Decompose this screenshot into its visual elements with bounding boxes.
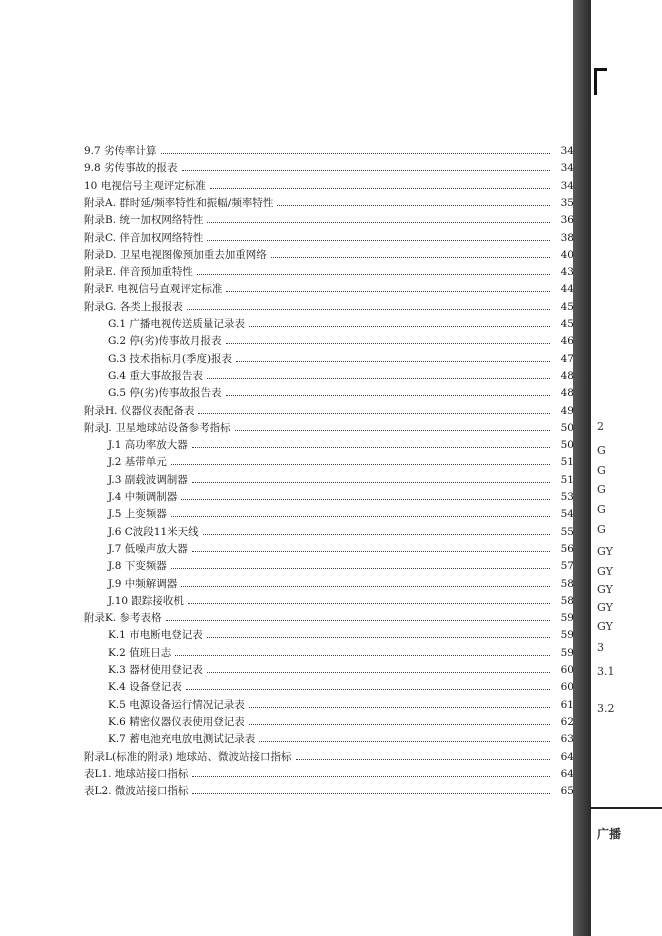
- toc-entry-title: J.8 下变频器: [108, 560, 167, 573]
- toc-entry-title: G.4 重大事故报告表: [108, 369, 203, 382]
- toc-entry-page: 65: [560, 785, 574, 798]
- toc-entry-title: J.1 高功率放大器: [108, 439, 188, 452]
- toc-entry-title: 表L2. 微波站接口指标: [84, 785, 189, 798]
- toc-entry-title: J.7 低噪声放大器: [108, 542, 188, 555]
- toc-entry[interactable]: [108, 712, 574, 729]
- toc-entry-title: 附录K. 参考表格: [84, 612, 162, 625]
- toc-entry-page: 61: [560, 698, 574, 711]
- toc-entry[interactable]: [84, 781, 574, 798]
- toc-entry-title: J.5 上变频器: [108, 508, 167, 521]
- leader-dots: [171, 463, 550, 465]
- leader-dots: [192, 550, 550, 552]
- toc-entry-title: K.3 器材使用登记表: [108, 664, 203, 676]
- toc-entry-page: 51: [560, 456, 574, 469]
- right-fragment: 3.2: [597, 702, 615, 715]
- toc-entry-title: 附录H. 仪器仪表配备表: [84, 404, 195, 417]
- toc-entry-title: K.4 设备登记表: [108, 681, 182, 694]
- right-fragment: GY: [597, 545, 613, 558]
- toc-entry-title: 附录A. 群时延/频率特性和振幅/频率特性: [84, 196, 274, 209]
- toc-entry-page: 56: [560, 542, 574, 555]
- leader-dots: [235, 429, 550, 431]
- toc-entry-page: 44: [560, 283, 574, 296]
- toc-entry[interactable]: [108, 591, 574, 608]
- leader-dots: [207, 239, 550, 241]
- leader-dots: [182, 169, 550, 171]
- leader-dots: [192, 775, 550, 777]
- toc-entry-title: 9.7 劣传率计算: [84, 145, 157, 157]
- toc-entry[interactable]: [108, 470, 574, 487]
- leader-dots: [277, 204, 550, 206]
- leader-dots: [249, 325, 550, 327]
- leader-dots: [207, 377, 550, 379]
- right-fragment: GY: [597, 565, 613, 578]
- toc-entry-title: 附录D. 卫星电视图像预加重去加重网络: [84, 248, 267, 261]
- toc-entry-page: 38: [560, 231, 574, 244]
- toc-entry-title: G.1 广播电视传送质量记录表: [108, 318, 245, 330]
- leader-dots: [181, 585, 550, 587]
- right-fragment: 3: [597, 641, 604, 654]
- toc-entry-title: 9.8 劣传事故的报表: [84, 162, 178, 175]
- leader-dots: [249, 706, 550, 708]
- leader-dots: [186, 688, 550, 690]
- toc-entry-page: 51: [560, 473, 574, 486]
- toc-entry-page: 47: [560, 352, 574, 365]
- right-fragment: G: [597, 444, 606, 457]
- toc-entry-title: G.2 停(劣)传事故月报表: [108, 335, 222, 348]
- toc-entry[interactable]: [108, 349, 574, 366]
- leader-dots: [259, 740, 550, 742]
- toc-entry[interactable]: [108, 677, 574, 694]
- right-fragment: 3.1: [597, 665, 615, 678]
- toc-entry[interactable]: [108, 452, 574, 469]
- leader-dots: [192, 481, 550, 483]
- toc-entry[interactable]: [84, 176, 574, 193]
- toc-entry-page: 46: [560, 335, 574, 348]
- toc-entry[interactable]: [108, 522, 574, 539]
- toc-entry-title: K.5 电源设备运行情况记录表: [108, 698, 245, 711]
- toc-entry-title: J.6 C波段11米天线: [108, 525, 199, 538]
- toc-entry-page: 50: [560, 421, 574, 434]
- toc-entry-page: 60: [560, 664, 574, 676]
- right-fragment: GY: [597, 601, 613, 614]
- toc-entry[interactable]: [108, 643, 574, 660]
- leader-dots: [226, 394, 550, 396]
- leader-dots: [171, 515, 550, 517]
- toc-entry[interactable]: [84, 747, 574, 764]
- toc-entry-title: 附录J. 卫星地球站设备参考指标: [84, 421, 231, 434]
- right-fragment: G: [597, 464, 606, 477]
- leader-dots: [171, 567, 550, 569]
- toc-entry[interactable]: [84, 608, 574, 625]
- right-fragment: G: [597, 483, 606, 496]
- toc-entry-page: 34: [560, 179, 574, 192]
- toc-entry[interactable]: [108, 539, 574, 556]
- toc-entry-page: 45: [560, 300, 574, 313]
- toc-entry[interactable]: [108, 625, 574, 642]
- leader-dots: [175, 654, 550, 656]
- toc-entry[interactable]: [84, 228, 574, 245]
- toc-entry[interactable]: [108, 660, 574, 677]
- toc-entry-page: 34: [560, 162, 574, 175]
- toc-entry-page: 59: [560, 612, 574, 625]
- toc-entry[interactable]: [108, 331, 574, 348]
- toc-entry-page: 57: [560, 560, 574, 573]
- leader-dots: [271, 256, 550, 258]
- toc-entry-title: G.3 技术指标月(季度)报表: [108, 352, 233, 365]
- toc-entry-page: 48: [560, 387, 574, 400]
- leader-dots: [188, 602, 550, 604]
- toc-entry[interactable]: [84, 193, 574, 210]
- toc-entry[interactable]: [84, 418, 574, 435]
- leader-dots: [166, 619, 550, 621]
- toc-entry-page: 36: [560, 214, 574, 227]
- toc-entry[interactable]: [84, 141, 574, 158]
- leader-dots: [187, 308, 550, 310]
- toc-entry[interactable]: [108, 314, 574, 331]
- toc-entry-title: J.4 中频调制器: [108, 491, 178, 503]
- toc-entry-page: 45: [560, 318, 574, 330]
- toc-entry[interactable]: [84, 279, 574, 296]
- toc-entry-page: 48: [560, 369, 574, 382]
- leader-dots: [203, 533, 550, 535]
- toc-entry[interactable]: [84, 210, 574, 227]
- leader-dots: [207, 221, 550, 223]
- toc-entry-title: 附录F. 电视信号直观评定标准: [84, 283, 223, 296]
- toc-entry[interactable]: [84, 297, 574, 314]
- leader-dots: [207, 636, 550, 638]
- toc-entry-page: 62: [560, 715, 574, 728]
- leader-dots: [207, 671, 550, 673]
- toc-entry-title: 附录L(标准的附录) 地球站、微波站接口指标: [84, 750, 292, 763]
- toc-entry-title: 附录E. 伴音预加重特性: [84, 266, 193, 279]
- toc-entry[interactable]: [84, 262, 574, 279]
- toc-entry-page: 43: [560, 266, 574, 279]
- toc-entry[interactable]: [108, 729, 574, 746]
- toc-entry-title: K.7 蓄电池充电放电测试记录表: [108, 733, 256, 746]
- toc-entry-title: 10 电视信号主观评定标准: [84, 179, 206, 192]
- leader-dots: [249, 723, 550, 725]
- right-fragment: G: [597, 523, 606, 536]
- leader-dots: [192, 446, 550, 448]
- toc-entry-title: 附录G. 各类上报报表: [84, 300, 183, 313]
- right-fragment: GY: [597, 583, 613, 596]
- toc-entry-page: 60: [560, 681, 574, 694]
- right-fragment: GY: [597, 620, 613, 633]
- toc-entry[interactable]: [108, 574, 574, 591]
- leader-dots: [198, 412, 550, 414]
- leader-dots: [197, 273, 550, 275]
- leader-dots: [236, 360, 550, 362]
- toc-entry-page: 34: [560, 145, 574, 157]
- toc-entry-page: 59: [560, 646, 574, 659]
- toc-entry-title: 表L1. 地球站接口指标: [84, 767, 189, 780]
- toc-entry-page: 55: [560, 525, 574, 538]
- toc-entry-page: 49: [560, 404, 574, 417]
- leader-dots: [161, 152, 550, 154]
- toc-entry-page: 58: [560, 577, 574, 590]
- toc-entry[interactable]: [108, 556, 574, 573]
- toc-entry-title: J.10 跟踪接收机: [108, 594, 184, 607]
- toc-entry-page: 63: [560, 733, 574, 746]
- toc-entry-title: K.1 市电断电登记表: [108, 629, 203, 642]
- toc-entry[interactable]: [84, 158, 574, 175]
- leader-dots: [181, 498, 550, 500]
- toc-entry-title: K.6 精密仪器仪表使用登记表: [108, 715, 245, 728]
- toc-entry[interactable]: [84, 401, 574, 418]
- toc-entry-page: 40: [560, 248, 574, 261]
- toc-entry[interactable]: [108, 366, 574, 383]
- toc-entry-page: 53: [560, 491, 574, 503]
- leader-dots: [226, 342, 550, 344]
- toc-entry-page: 50: [560, 439, 574, 452]
- toc-entry-title: G.5 停(劣)传事故报告表: [108, 387, 222, 400]
- toc-entry[interactable]: [108, 435, 574, 452]
- toc-entry[interactable]: [84, 245, 574, 262]
- toc-entry-page: 54: [560, 508, 574, 521]
- toc-entry[interactable]: [84, 764, 574, 781]
- toc-entry-title: 附录C. 伴音加权网络特性: [84, 231, 204, 244]
- toc-entry-page: 35: [560, 196, 574, 209]
- toc-entry-page: 64: [560, 767, 574, 780]
- toc-entry-page: 58: [560, 594, 574, 607]
- toc-entry-title: J.9 中频解调器: [108, 577, 178, 590]
- leader-dots: [210, 187, 550, 189]
- toc-entry-title: K.2 值班日志: [108, 646, 172, 659]
- leader-dots: [192, 792, 550, 794]
- toc-entry-title: 附录B. 统一加权网络特性: [84, 214, 204, 227]
- right-fragment: G: [597, 503, 606, 516]
- toc-entry[interactable]: [108, 695, 574, 712]
- right-fragment: 2: [597, 420, 604, 433]
- toc-entry-page: 59: [560, 629, 574, 642]
- toc-entry-title: J.3 副载波调制器: [108, 473, 188, 486]
- toc-entry-title: J.2 基带单元: [108, 456, 167, 469]
- toc-entry[interactable]: [108, 487, 574, 504]
- leader-dots: [226, 290, 550, 292]
- toc-entry-page: 64: [560, 750, 574, 763]
- right-fragment: 广播: [597, 827, 622, 841]
- toc-entry[interactable]: [108, 504, 574, 521]
- leader-dots: [296, 758, 550, 760]
- toc-entry[interactable]: [108, 383, 574, 400]
